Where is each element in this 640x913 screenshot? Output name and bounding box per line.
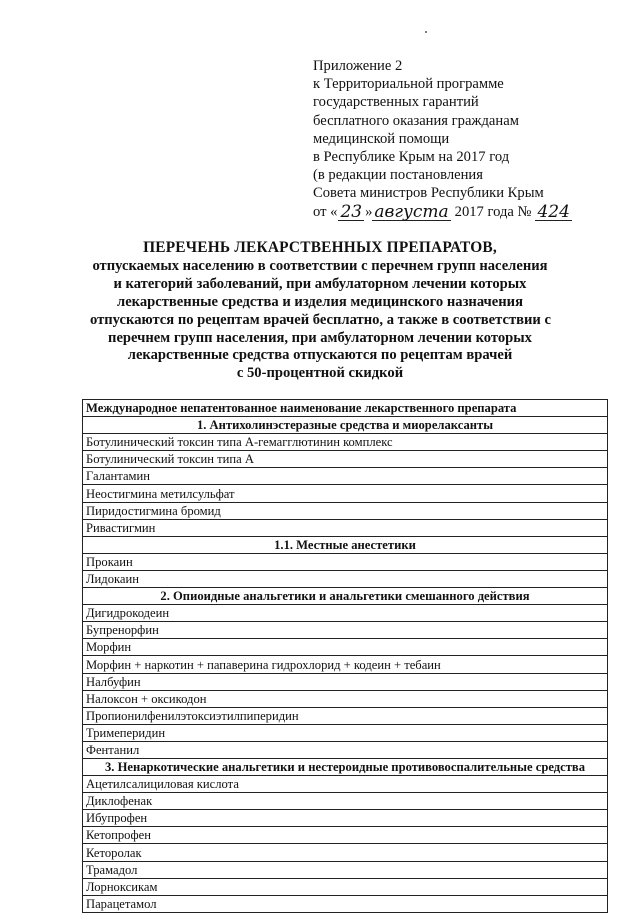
table-row	[83, 707, 608, 724]
handwritten-day: 23	[340, 201, 363, 222]
title-line: перечнем групп населения, при амбулаторном лечении которых	[108, 329, 532, 346]
table-row	[83, 724, 608, 741]
drug-name: Ибупрофен	[83, 810, 608, 827]
drug-name: Пиридостигмина бромид	[83, 502, 608, 519]
drug-name: Ривастигмин	[83, 519, 608, 536]
drug-name: Парацетамол	[83, 895, 608, 912]
drug-name: Дигидрокодеин	[83, 605, 608, 622]
section-title: 3. Ненаркотические анальгетики и нестероидные противовоспалительные средства	[83, 758, 608, 775]
title-line: лекарственные средства и изделия медицинского назначения	[117, 293, 523, 310]
table-row	[83, 656, 608, 673]
appendix-line: бесплатного оказания гражданам	[313, 112, 519, 129]
resolution-date-line	[313, 203, 613, 221]
table-row	[83, 553, 608, 570]
table-row	[83, 861, 608, 878]
drug-name: Лорноксикам	[83, 878, 608, 895]
drug-name: Тримеперидин	[83, 724, 608, 741]
drug-name: Пропионилфенилэтоксиэтилпиперидин	[83, 707, 608, 724]
table-row	[83, 690, 608, 707]
table-row	[83, 485, 608, 502]
drug-name: Морфин + наркотин + папаверина гидрохлорид + кодеин + тебаин	[83, 656, 608, 673]
table-row	[83, 776, 608, 793]
drug-name: Кетопрофен	[83, 827, 608, 844]
table-row	[83, 519, 608, 536]
drug-name: Налоксон + оксикодон	[83, 690, 608, 707]
appendix-line: государственных гарантий	[313, 94, 479, 111]
date-prefix: от «	[313, 203, 338, 220]
appendix-line: Приложение 2	[313, 58, 403, 74]
appendix-line: Совета министров Республики Крым	[313, 185, 544, 202]
title-line: с 50-процентной скидкой	[236, 365, 404, 382]
table-row	[83, 605, 608, 622]
section-row	[83, 417, 608, 434]
appendix-line: (в редакции постановления	[313, 167, 483, 184]
document-title	[90, 239, 550, 383]
handwritten-month: августа	[374, 201, 449, 222]
drug-name: Ацетилсалициловая кислота	[83, 776, 608, 793]
section-row	[83, 758, 608, 775]
table-row	[83, 793, 608, 810]
table-row	[83, 895, 608, 912]
section-title: 1. Антихолинэстеразные средства и миорелаксанты	[83, 417, 608, 434]
table-row	[83, 502, 608, 519]
drug-name: Бупренорфин	[83, 622, 608, 639]
title-line: отпускаются по рецептам врачей бесплатно, а также в соответствии с	[90, 311, 551, 328]
scan-speck	[425, 31, 427, 33]
drug-name: Прокаин	[83, 553, 608, 570]
drug-name: Лидокаин	[83, 570, 608, 587]
drug-name: Трамадол	[83, 861, 608, 878]
appendix-line: медицинской помощи	[313, 130, 450, 147]
section-title: 1.1. Местные анестетики	[83, 536, 608, 553]
handwritten-number: 424	[537, 201, 570, 222]
section-row	[83, 536, 608, 553]
drug-name: Налбуфин	[83, 673, 608, 690]
table-row	[83, 570, 608, 587]
appendix-block	[313, 57, 613, 221]
section-title: 2. Опиоидные анальгетики и анальгетики смешанного действия	[83, 588, 608, 605]
drug-list-table	[82, 399, 608, 913]
appendix-line: в Республике Крым на 2017 год	[313, 149, 510, 166]
drug-name: Морфин	[83, 639, 608, 656]
drug-name: Фентанил	[83, 741, 608, 758]
drug-name: Ботулинический токсин типа А	[83, 451, 608, 468]
table-row	[83, 468, 608, 485]
appendix-line: к Территориальной программе	[313, 76, 504, 93]
table-header-row	[83, 400, 608, 417]
table-row	[83, 844, 608, 861]
drug-name: Неостигмина метилсульфат	[83, 485, 608, 502]
drug-name: Диклофенак	[83, 793, 608, 810]
date-year: 2017 года №	[454, 203, 532, 220]
table-row	[83, 878, 608, 895]
drug-name: Кеторолак	[83, 844, 608, 861]
table-row	[83, 622, 608, 639]
drug-name: Галантамин	[83, 468, 608, 485]
table-row	[83, 810, 608, 827]
table-row	[83, 741, 608, 758]
section-row	[83, 588, 608, 605]
table-row	[83, 451, 608, 468]
table-row	[83, 639, 608, 656]
table-row	[83, 434, 608, 451]
title-line: отпускаемых населению в соответствии с перечнем групп населения	[92, 257, 548, 274]
date-quote-close: »	[365, 203, 373, 220]
table-header-cell: Международное непатентованное наименование лекарственного препарата	[83, 400, 608, 417]
title-line: лекарственные средства отпускаются по рецептам врачей	[127, 347, 513, 364]
drug-name: Ботулинический токсин типа А-гемагглютинин комплекс	[83, 434, 608, 451]
title-line: ПЕРЕЧЕНЬ ЛЕКАРСТВЕННЫХ ПРЕПАРАТОВ,	[143, 239, 497, 256]
table-row	[83, 673, 608, 690]
title-line: и категорий заболеваний, при амбулаторном лечении которых	[113, 275, 527, 292]
table-row	[83, 827, 608, 844]
